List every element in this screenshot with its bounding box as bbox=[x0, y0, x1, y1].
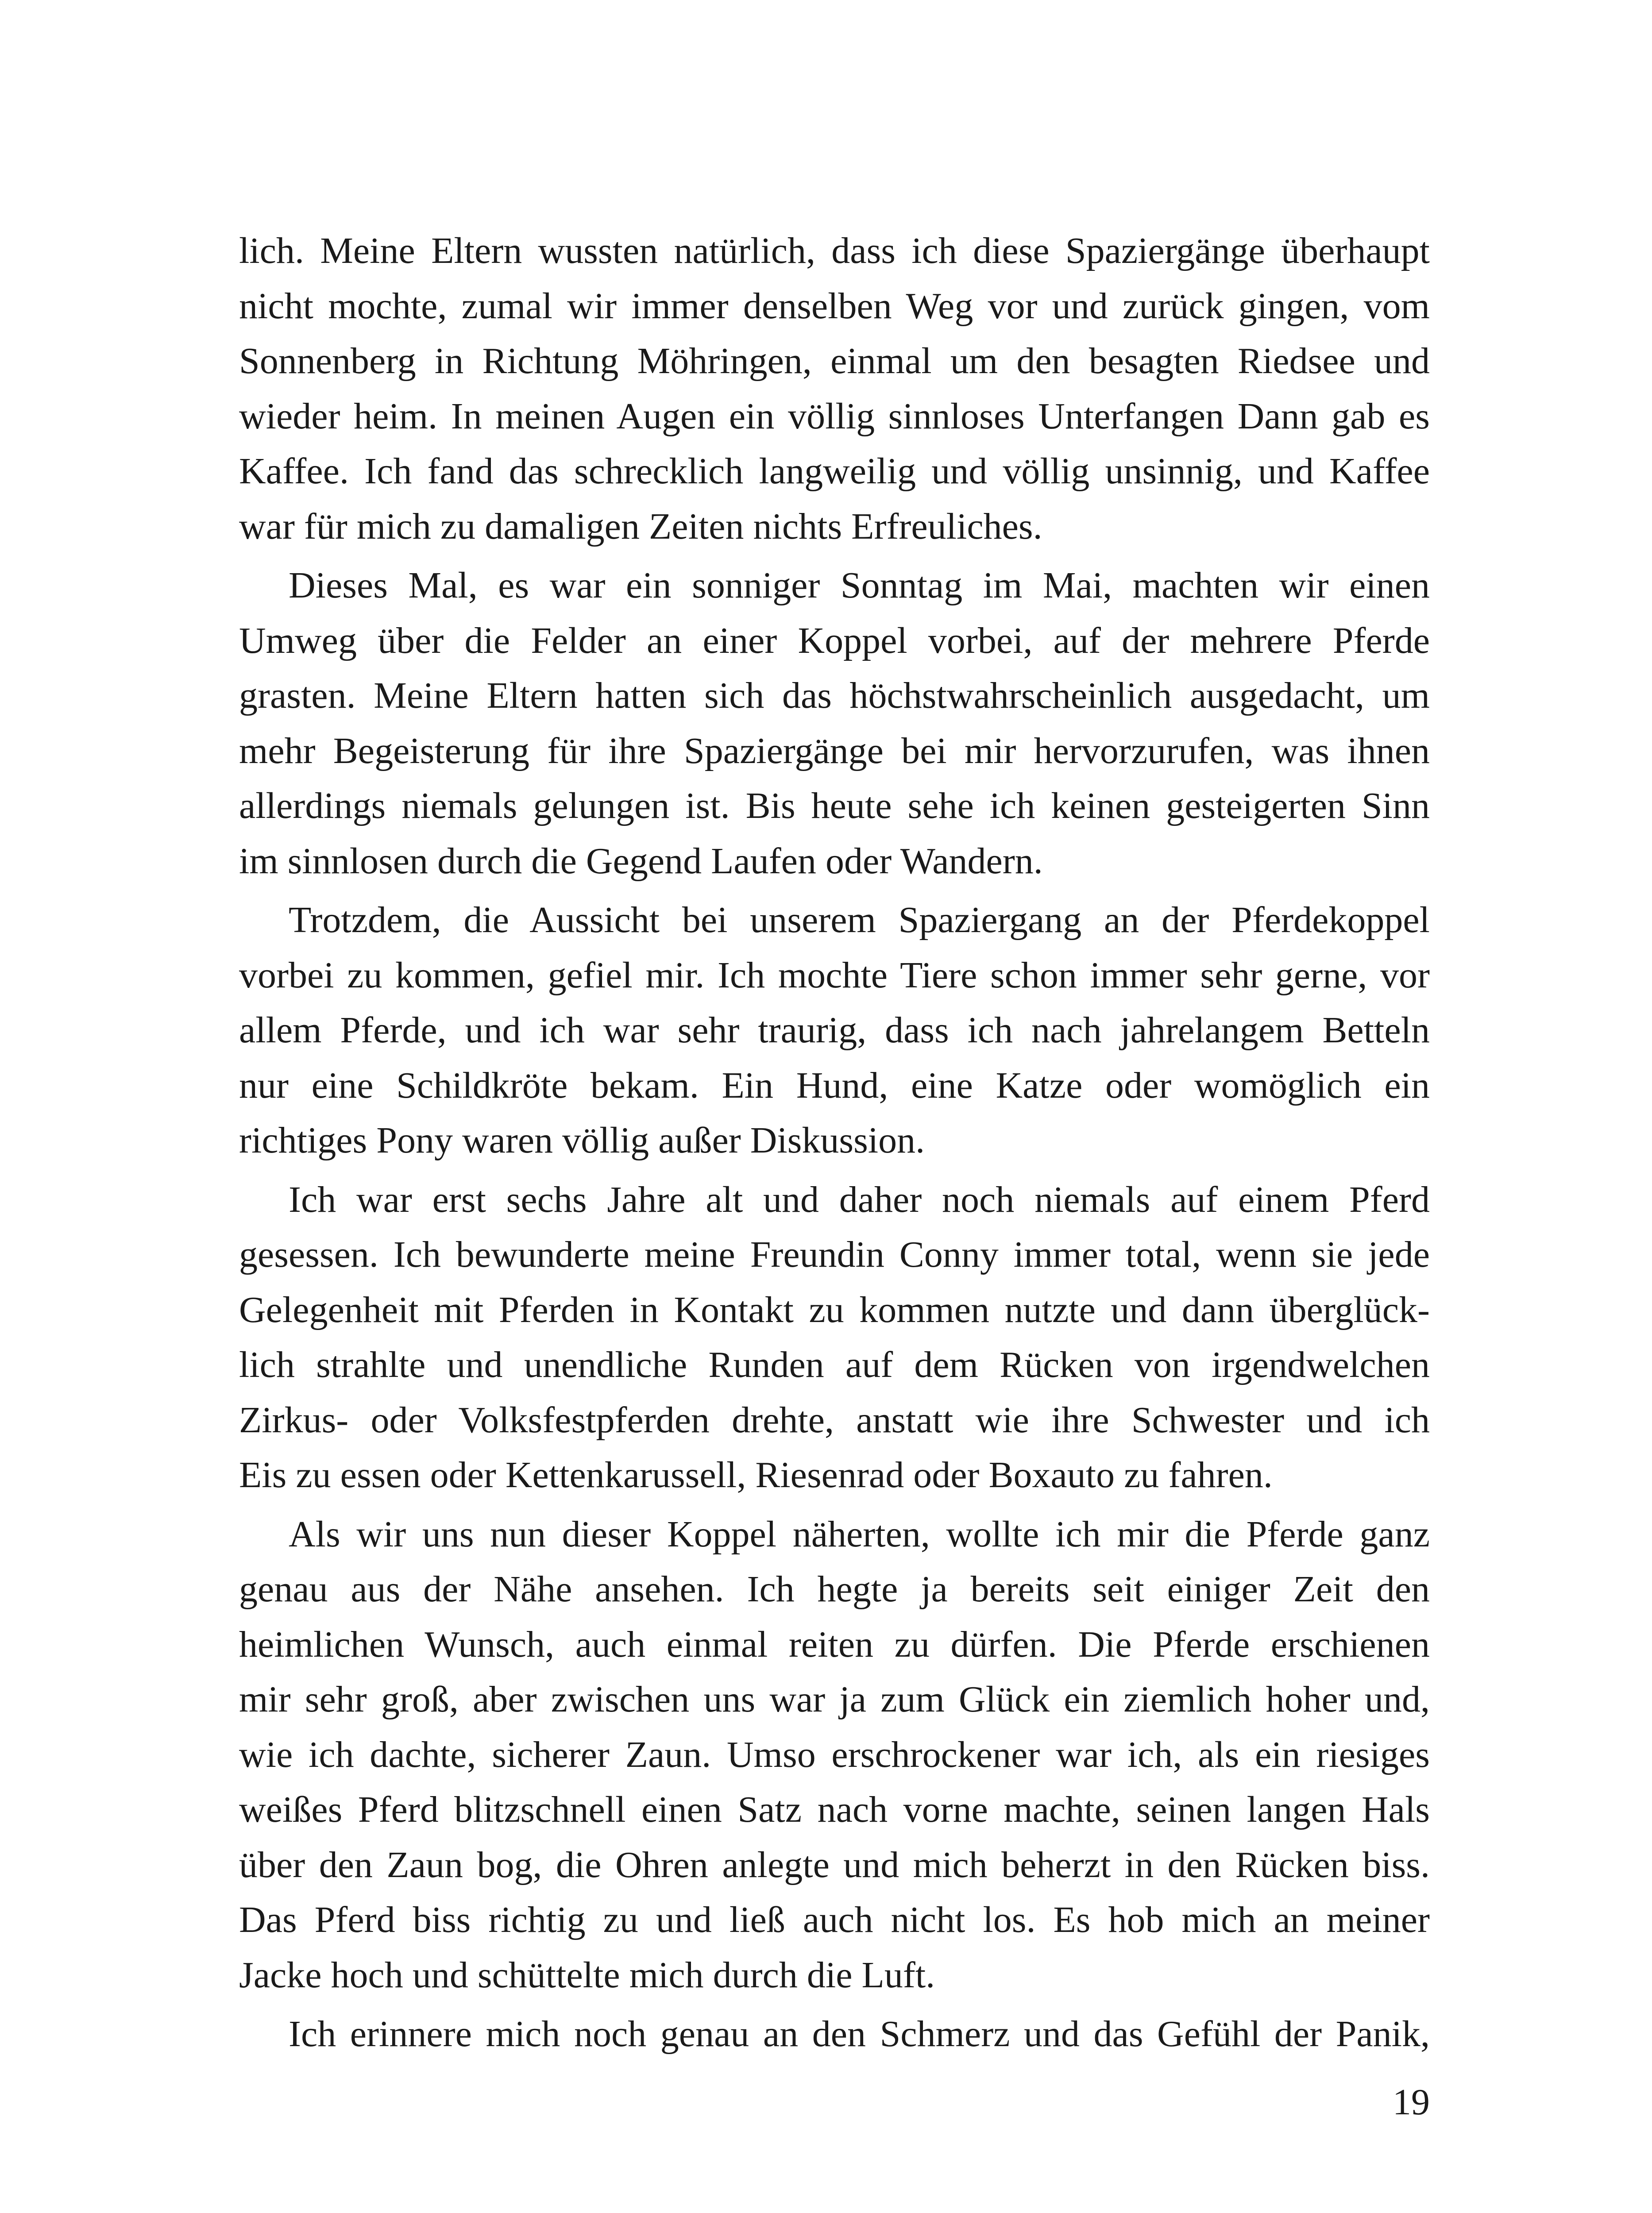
text-line: mehr Begeisterung für ihre Spaziergänge bei mir hervorzurufen, was ihnen bbox=[239, 730, 1430, 771]
text-line: Ich war erst sechs Jahre alt und daher noch niemals auf einem Pferd bbox=[289, 1179, 1430, 1220]
text-line: wieder heim. In meinen Augen ein völlig sinnloses Unterfangen Dann gab es bbox=[239, 395, 1430, 437]
text-line: lich. Meine Eltern wussten natürlich, dass ich diese Spaziergänge überhaupt bbox=[239, 230, 1430, 271]
text-line: vorbei zu kommen, gefiel mir. Ich mochte Tiere schon immer sehr gerne, vor bbox=[239, 954, 1430, 996]
text-line: nur eine Schildkröte bekam. Ein Hund, eine Katze oder womöglich ein bbox=[239, 1064, 1430, 1106]
text-line: allem Pferde, und ich war sehr traurig, dass ich nach jahrelangem Betteln bbox=[239, 1010, 1430, 1051]
paragraph bbox=[239, 224, 1430, 554]
text-line: wie ich dachte, sicherer Zaun. Umso erschrockener war ich, als ein riesiges bbox=[239, 1734, 1430, 1775]
text-line: über den Zaun bog, die Ohren anlegte und mich beherzt in den Rücken biss. bbox=[239, 1844, 1430, 1885]
text-line: Eis zu essen oder Kettenkarussell, Riesenrad oder Boxauto zu fahren. bbox=[239, 1454, 1273, 1496]
page-number: 19 bbox=[1393, 2082, 1430, 2123]
paragraph bbox=[239, 558, 1430, 889]
paragraph bbox=[239, 1172, 1430, 1503]
text-line: richtiges Pony waren völlig außer Diskussion. bbox=[239, 1120, 925, 1161]
text-line: Trotzdem, die Aussicht bei unserem Spaziergang an der Pferdekoppel bbox=[289, 899, 1430, 941]
text-line: Das Pferd biss richtig zu und ließ auch nicht los. Es hob mich an meiner bbox=[239, 1899, 1430, 1940]
text-line: weißes Pferd blitzschnell einen Satz nach vorne machte, seinen langen Hals bbox=[239, 1789, 1430, 1830]
text-line: lich strahlte und unendliche Runden auf dem Rücken von irgendwelchen bbox=[239, 1344, 1430, 1385]
text-line: mir sehr groß, aber zwischen uns war ja zum Glück ein ziemlich hoher und, bbox=[239, 1679, 1430, 1720]
text-line: Ich erinnere mich noch genau an den Schmerz und das Gefühl der Panik, bbox=[289, 2013, 1430, 2055]
text-line: nicht mochte, zumal wir immer denselben Weg vor und zurück gingen, vom bbox=[239, 285, 1430, 327]
text-line: Zirkus- oder Volksfestpferden drehte, anstatt wie ihre Schwester und ich bbox=[239, 1399, 1430, 1441]
text-line: genau aus der Nähe ansehen. Ich hegte ja bereits seit einiger Zeit den bbox=[239, 1569, 1430, 1610]
text-line: im sinnlosen durch die Gegend Laufen oder Wandern. bbox=[239, 840, 1043, 882]
text-line: Als wir uns nun dieser Koppel näherten, wollte ich mir die Pferde ganz bbox=[289, 1513, 1430, 1555]
text-line: Gelegenheit mit Pferden in Kontakt zu kommen nutzte und dann überglück- bbox=[239, 1289, 1430, 1330]
paragraph bbox=[239, 1507, 1430, 2003]
text-line: Kaffee. Ich fand das schrecklich langweilig und völlig unsinnig, und Kaffee bbox=[239, 451, 1430, 492]
paragraph bbox=[239, 893, 1430, 1168]
text-line: war für mich zu damaligen Zeiten nichts Erfreuliches. bbox=[239, 505, 1042, 547]
paragraph bbox=[239, 2007, 1430, 2062]
text-line: gesessen. Ich bewunderte meine Freundin Conny immer total, wenn sie jede bbox=[239, 1234, 1430, 1275]
text-line: Sonnenberg in Richtung Möhringen, einmal um den besagten Riedsee und bbox=[239, 340, 1430, 382]
text-line: grasten. Meine Eltern hatten sich das höchstwahrscheinlich ausgedacht, um bbox=[239, 675, 1430, 716]
body-text bbox=[239, 224, 1430, 2066]
text-line: Umweg über die Felder an einer Koppel vorbei, auf der mehrere Pferde bbox=[239, 620, 1430, 661]
text-line: Jacke hoch und schüttelte mich durch die Luft. bbox=[239, 1954, 935, 1996]
text-line: Dieses Mal, es war ein sonniger Sonntag im Mai, machten wir einen bbox=[289, 565, 1430, 606]
text-line: allerdings niemals gelungen ist. Bis heute sehe ich keinen gesteigerten Sinn bbox=[239, 785, 1430, 826]
text-line: heimlichen Wunsch, auch einmal reiten zu dürfen. Die Pferde erschienen bbox=[239, 1623, 1430, 1665]
